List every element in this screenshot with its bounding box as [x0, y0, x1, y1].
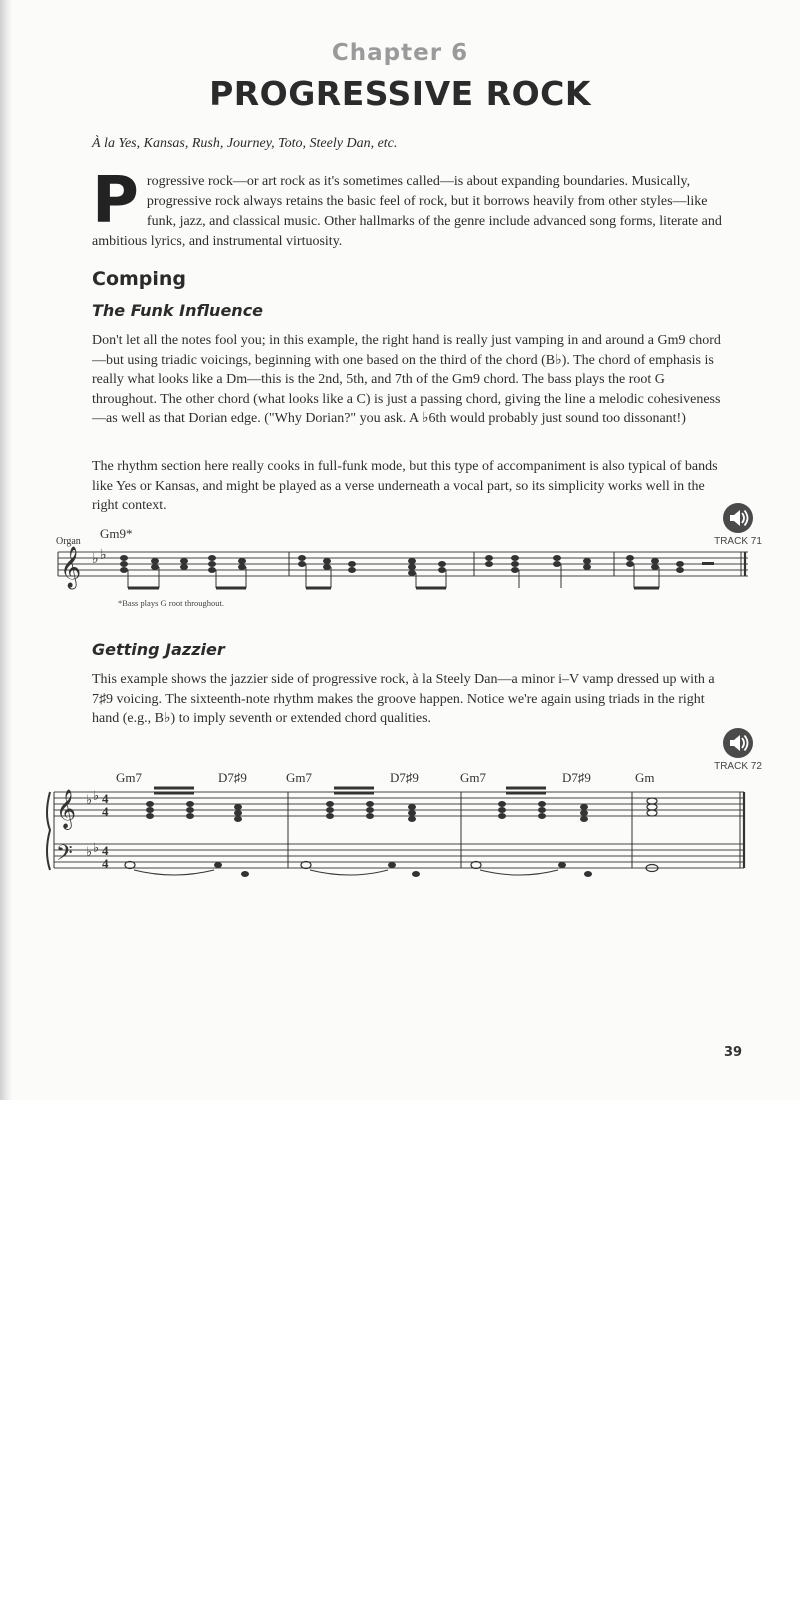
chord-symbol-gm9: Gm9*: [100, 526, 133, 541]
bass-footnote: *Bass plays G root throughout.: [118, 598, 225, 608]
section-heading-comping: Comping: [92, 268, 187, 290]
track-72[interactable]: [708, 727, 768, 772]
final-chord: [647, 798, 657, 816]
subsection-heading-jazz: Getting Jazzier: [92, 640, 225, 659]
funk-paragraph-2: The rhythm section here really cooks in full-funk mode, but this type of accompaniment is also typical of bands like Yes or Kansas, and might be played as a verse underneath a vocal part, so its simplicity works well in the right context.: [92, 459, 718, 513]
chord-symbol: D7♯9: [390, 770, 419, 785]
intro-paragraph: [92, 164, 724, 252]
flat-sign-icon: ♭: [86, 844, 93, 859]
funk-paragraph-1: Don't let all the notes fool you; in this example, the right hand is really just vamping in and around a Gm9 chord—but using triadic voicings, beginning with one based on the third of the chord (B♭). The chord of emphasis is really what looks like a Dm—this is the 2nd, 5th, and 7th of the Gm9 chord. The bass plays the root G throughout. The other chord (what looks like a C) is just a passing chord, giving the line a melodic cohesiveness—as well as that Dorian edge. ("Why Dorian?" you ask. A ♭6th would probably just sound too dissonant!): [92, 333, 721, 426]
flat-sign-icon: ♭: [100, 548, 107, 563]
bass-clef-icon: 𝄢: [56, 841, 73, 870]
jazz-paragraph: This example shows the jazzier side of progressive rock, à la Steely Dan—a minor i–V vamp dressed up with a 7♯9 voicing. The sixteenth-note rhythm makes the groove happen. Notice we're again using triads in the right hand (e.g., B♭) to imply seventh or extended chord qualities.: [92, 672, 715, 726]
chapter-title: PROGRESSIVE ROCK: [209, 74, 591, 113]
flat-sign-icon: ♭: [93, 840, 100, 855]
svg-text:4: 4: [102, 843, 109, 858]
chord-symbol: D7♯9: [218, 770, 247, 785]
svg-text:4: 4: [102, 856, 109, 871]
flat-sign-icon: ♭: [93, 788, 100, 803]
track-72-label: TRACK 72: [714, 761, 762, 772]
intro-text: rogressive rock—or art rock as it's sometimes called—is about expanding boundaries. Musically, progressive rock always retains the basic feel of rock, but it borrows heavily from other styles—like funk, jazz, and classical music. Other hallmarks of the genre include advanced song forms, literate and ambitious lyrics, and instrumental virtuosity.: [92, 174, 722, 249]
bass-eighths: [214, 862, 592, 877]
system-barlines: [54, 792, 744, 868]
staff-lines: [58, 552, 748, 576]
treble-clef-icon: 𝄞: [56, 791, 77, 828]
ties: [134, 870, 558, 875]
flat-sign-icon: ♭: [92, 552, 99, 567]
chord-symbol: Gm: [635, 770, 655, 785]
track-71-label: TRACK 71: [714, 536, 762, 547]
bass-staff-lines: [54, 844, 744, 868]
treble-clef-icon: 𝄞: [60, 547, 82, 587]
chord-symbol: Gm7: [116, 770, 142, 785]
svg-text:4: 4: [102, 791, 109, 806]
grand-staff-brace: [47, 792, 50, 870]
chord-symbol: D7♯9: [562, 770, 591, 785]
svg-text:4: 4: [102, 804, 109, 819]
page-binding-shadow: [0, 0, 12, 1100]
notation-jazz-example: [40, 770, 752, 890]
treble-staff-lines: [54, 792, 744, 816]
speaker-icon: [722, 727, 754, 759]
chord-symbol: Gm7: [460, 770, 486, 785]
page-number: 39: [724, 1045, 743, 1060]
subsection-heading-funk: The Funk Influence: [92, 301, 264, 320]
time-signatures: [102, 791, 109, 871]
instrument-label: Organ: [56, 536, 81, 547]
drop-cap: P: [92, 164, 139, 238]
flat-sign-icon: ♭: [86, 792, 93, 807]
chord-symbols: [116, 770, 655, 785]
chapter-label: Chapter 6: [331, 40, 469, 66]
chord-symbol: Gm7: [286, 770, 312, 785]
chapter-subtitle: À la Yes, Kansas, Rush, Journey, Toto, Steely Dan, etc.: [92, 136, 398, 151]
notation-funk-example: [52, 520, 752, 610]
